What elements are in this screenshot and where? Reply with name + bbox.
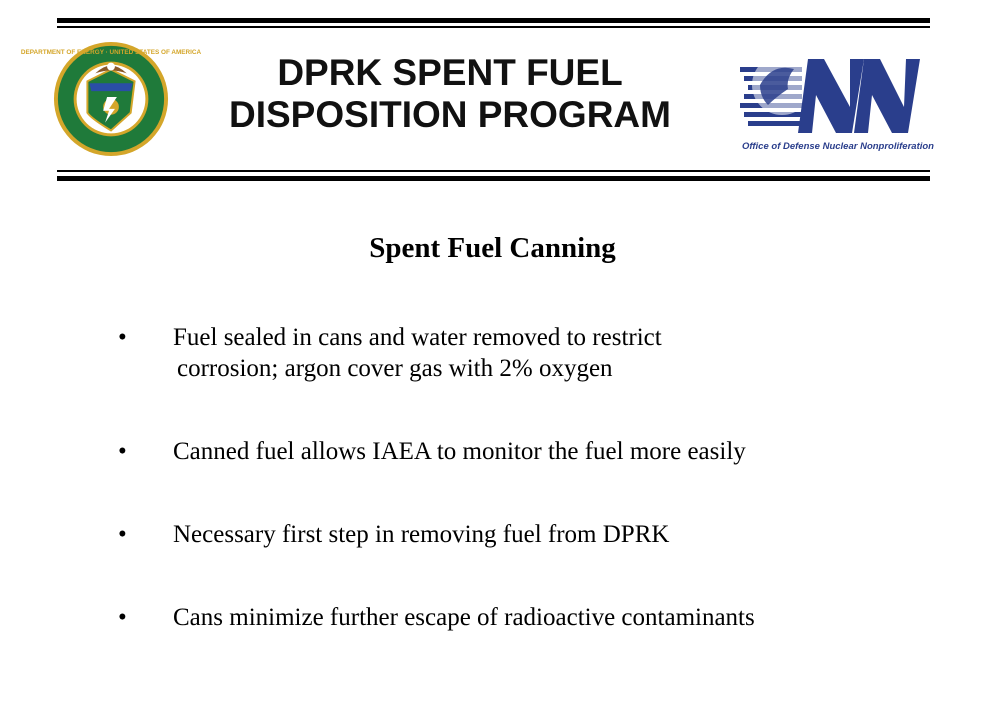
slide-subtitle: Spent Fuel Canning	[369, 232, 616, 264]
nnsa-nn-logo	[738, 45, 938, 157]
header-rule-top-thin	[57, 26, 930, 28]
bullet-item	[118, 519, 938, 550]
bullet-text: Cans minimize further escape of radioactive contaminants	[173, 604, 755, 631]
bullet-text: Canned fuel allows IAEA to monitor the fuel more easily	[173, 438, 746, 465]
bullet-list	[118, 322, 938, 685]
bullet-dot: •	[118, 324, 127, 351]
bullet-item	[118, 322, 938, 384]
bullet-dot: •	[118, 438, 127, 465]
nn-logo-caption: Office of Defense Nuclear Nonproliferation	[742, 141, 934, 152]
bullet-text-continued: corrosion; argon cover gas with 2% oxygen	[177, 355, 613, 382]
header-rule-top-thick	[57, 18, 930, 23]
bullet-item	[118, 602, 938, 633]
bullet-text: Necessary first step in removing fuel from DPRK	[173, 521, 670, 548]
seal-ring-text: DEPARTMENT OF ENERGY · UNITED STATES OF AMERICA	[20, 48, 202, 56]
bullet-dot: •	[118, 521, 127, 548]
title-line-2: DISPOSITION PROGRAM	[229, 94, 671, 135]
bullet-text: Fuel sealed in cans and water removed to restrict	[173, 324, 662, 351]
bullet-item	[118, 436, 938, 467]
page-title	[180, 52, 720, 136]
doe-seal-logo	[20, 40, 202, 158]
title-line-1: DPRK SPENT FUEL	[277, 52, 623, 93]
header-rule-bottom-thin	[57, 170, 930, 172]
bullet-dot: •	[118, 604, 127, 631]
header-rule-bottom-thick	[57, 176, 930, 181]
